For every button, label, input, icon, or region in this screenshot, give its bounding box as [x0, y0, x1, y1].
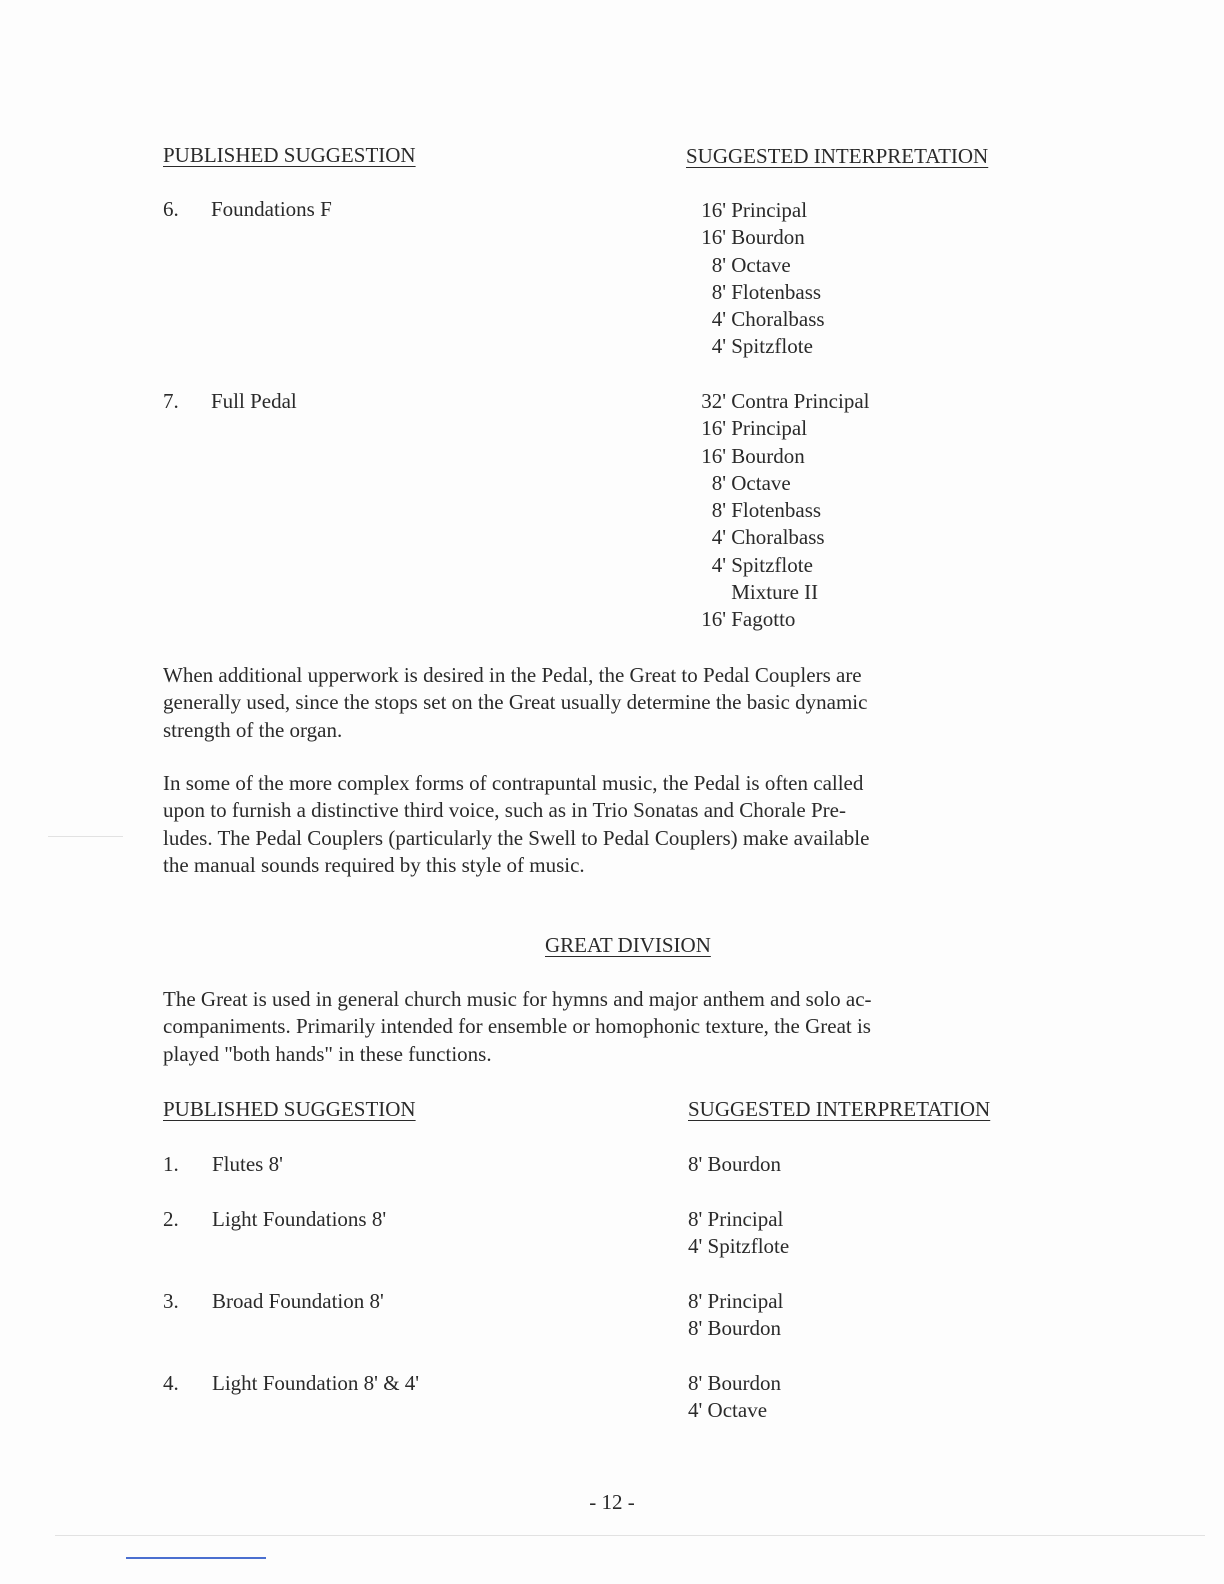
stop-pitch: 8' [711, 470, 726, 495]
stop-pitch: 4' [711, 525, 726, 550]
paragraph-line: generally used, since the stops set on the Great usually determine the basic dynamic [163, 690, 868, 715]
stop-name: Octave [731, 470, 791, 495]
stop-list [688, 1288, 783, 1343]
item-number: 7. [163, 389, 179, 413]
stop-list [688, 1151, 781, 1178]
item-label: Full Pedal [211, 389, 297, 413]
paragraph-line: upon to furnish a distinctive third voice, such as in Trio Sonatas and Chorale Pre- [163, 798, 846, 823]
stop-pitch: 4' [688, 1398, 703, 1423]
stop-name: Flotenbass [731, 498, 822, 523]
item-label: Foundations F [211, 197, 332, 221]
stop-pitch: 16' [701, 443, 726, 468]
stop-pitch: 8' [688, 1289, 703, 1313]
stop-name: Bourdon [731, 443, 805, 468]
stop-name: Bourdon [731, 225, 805, 250]
stop-pitch: 8' [711, 498, 726, 523]
item-label: Light Foundations 8' [212, 1207, 387, 1231]
stop-entry [686, 279, 825, 306]
stop-pitch: 8' [688, 1316, 703, 1341]
paragraph-line: strength of the organ. [163, 717, 343, 742]
paragraph-line: played "both hands" in these functions. [163, 1041, 492, 1066]
paragraph-line: In some of the more complex forms of contrapuntal music, the Pedal is often called [163, 771, 864, 795]
item-label: Broad Foundation 8' [212, 1289, 384, 1313]
stop-pitch: 8' [688, 1152, 703, 1176]
item-label: Light Foundation 8' & 4' [212, 1371, 420, 1395]
stop-name: Principal [707, 1207, 784, 1231]
stop-list [686, 388, 869, 634]
stop-entry [686, 606, 869, 633]
stop-pitch: 8' [688, 1371, 703, 1395]
scan-mark [48, 836, 123, 837]
item-number: 2. [163, 1207, 179, 1231]
stop-pitch [686, 579, 726, 606]
stop-entry [686, 579, 869, 606]
stop-name: Contra Principal [731, 389, 870, 413]
stop-name: Octave [731, 252, 791, 277]
stop-entry [688, 1370, 781, 1397]
stop-list [688, 1206, 789, 1261]
paragraph-line: ludes. The Pedal Couplers (particularly the Swell to Pedal Couplers) make available [163, 825, 870, 850]
stop-entry [686, 388, 869, 415]
stop-pitch: 4' [688, 1234, 703, 1259]
stop-entry [686, 497, 869, 524]
stop-pitch: 16' [701, 416, 726, 441]
stop-pitch: 8' [711, 279, 726, 304]
stop-entry [686, 524, 869, 551]
paragraph-line: the manual sounds required by this style of music. [163, 852, 585, 877]
item-number: 6. [163, 197, 179, 221]
stop-name: Spitzflote [731, 334, 813, 359]
item-label: Flutes 8' [212, 1152, 283, 1176]
stop-entry [688, 1397, 781, 1424]
stop-entry [686, 252, 825, 279]
scan-edge-line [55, 1535, 1205, 1536]
stop-entry [688, 1315, 783, 1342]
stop-name: Bourdon [707, 1316, 782, 1341]
stop-name: Choralbass [731, 525, 825, 550]
stop-name: Principal [707, 1289, 784, 1313]
section-title: GREAT DIVISION [545, 933, 711, 957]
item-number: 1. [163, 1152, 179, 1176]
stop-list [688, 1370, 781, 1425]
stop-pitch: 16' [701, 198, 726, 222]
stop-pitch: 4' [711, 552, 726, 577]
stop-pitch: 32' [701, 389, 726, 413]
published-suggestion-header: PUBLISHED SUGGESTION [163, 143, 416, 167]
stop-entry [686, 470, 869, 497]
stop-pitch: 8' [688, 1207, 703, 1231]
stop-entry [686, 197, 825, 224]
stop-name: Bourdon [707, 1152, 782, 1176]
stop-entry [688, 1233, 789, 1260]
stop-name: Principal [731, 416, 808, 441]
stop-name: Spitzflote [731, 552, 813, 577]
stop-entry [688, 1288, 783, 1315]
stop-name: Fagotto [731, 607, 796, 632]
stop-entry [686, 415, 869, 442]
stop-pitch: 4' [711, 307, 726, 332]
stop-name: Flotenbass [731, 279, 822, 304]
item-number: 3. [163, 1289, 179, 1313]
stop-entry [686, 306, 825, 333]
paragraph-line: When additional upperwork is desired in the Pedal, the Great to Pedal Couplers are [163, 663, 862, 687]
suggested-interpretation-header: SUGGESTED INTERPRETATION [686, 144, 989, 168]
stop-name: Spitzflote [707, 1234, 790, 1259]
paragraph-line: The Great is used in general church music for hymns and major anthem and solo ac- [163, 987, 872, 1011]
stop-entry [688, 1151, 781, 1178]
body-paragraph [163, 662, 1093, 744]
stop-entry [686, 552, 869, 579]
stop-entry [686, 224, 825, 251]
item-number: 4. [163, 1371, 179, 1395]
stop-entry [688, 1206, 789, 1233]
stop-pitch: 16' [701, 607, 726, 632]
body-paragraph [163, 986, 1093, 1068]
stop-name: Octave [707, 1398, 768, 1423]
stop-entry [686, 443, 869, 470]
stop-pitch: 4' [711, 334, 726, 359]
stop-name: Bourdon [707, 1371, 782, 1395]
stop-pitch: 16' [701, 225, 726, 250]
stop-name: Mixture II [731, 580, 819, 605]
paragraph-line: companiments. Primarily intended for ensemble or homophonic texture, the Great is [163, 1014, 871, 1039]
published-suggestion-header: PUBLISHED SUGGESTION [163, 1097, 416, 1121]
stop-pitch: 8' [711, 252, 726, 277]
page-number: - 12 - [589, 1490, 635, 1514]
stop-entry [686, 333, 825, 360]
stop-name: Choralbass [731, 307, 825, 332]
stop-name: Principal [731, 198, 808, 222]
body-paragraph [163, 770, 1093, 879]
suggested-interpretation-header: SUGGESTED INTERPRETATION [688, 1097, 991, 1121]
scan-blue-mark [126, 1557, 266, 1559]
stop-list [686, 197, 825, 361]
